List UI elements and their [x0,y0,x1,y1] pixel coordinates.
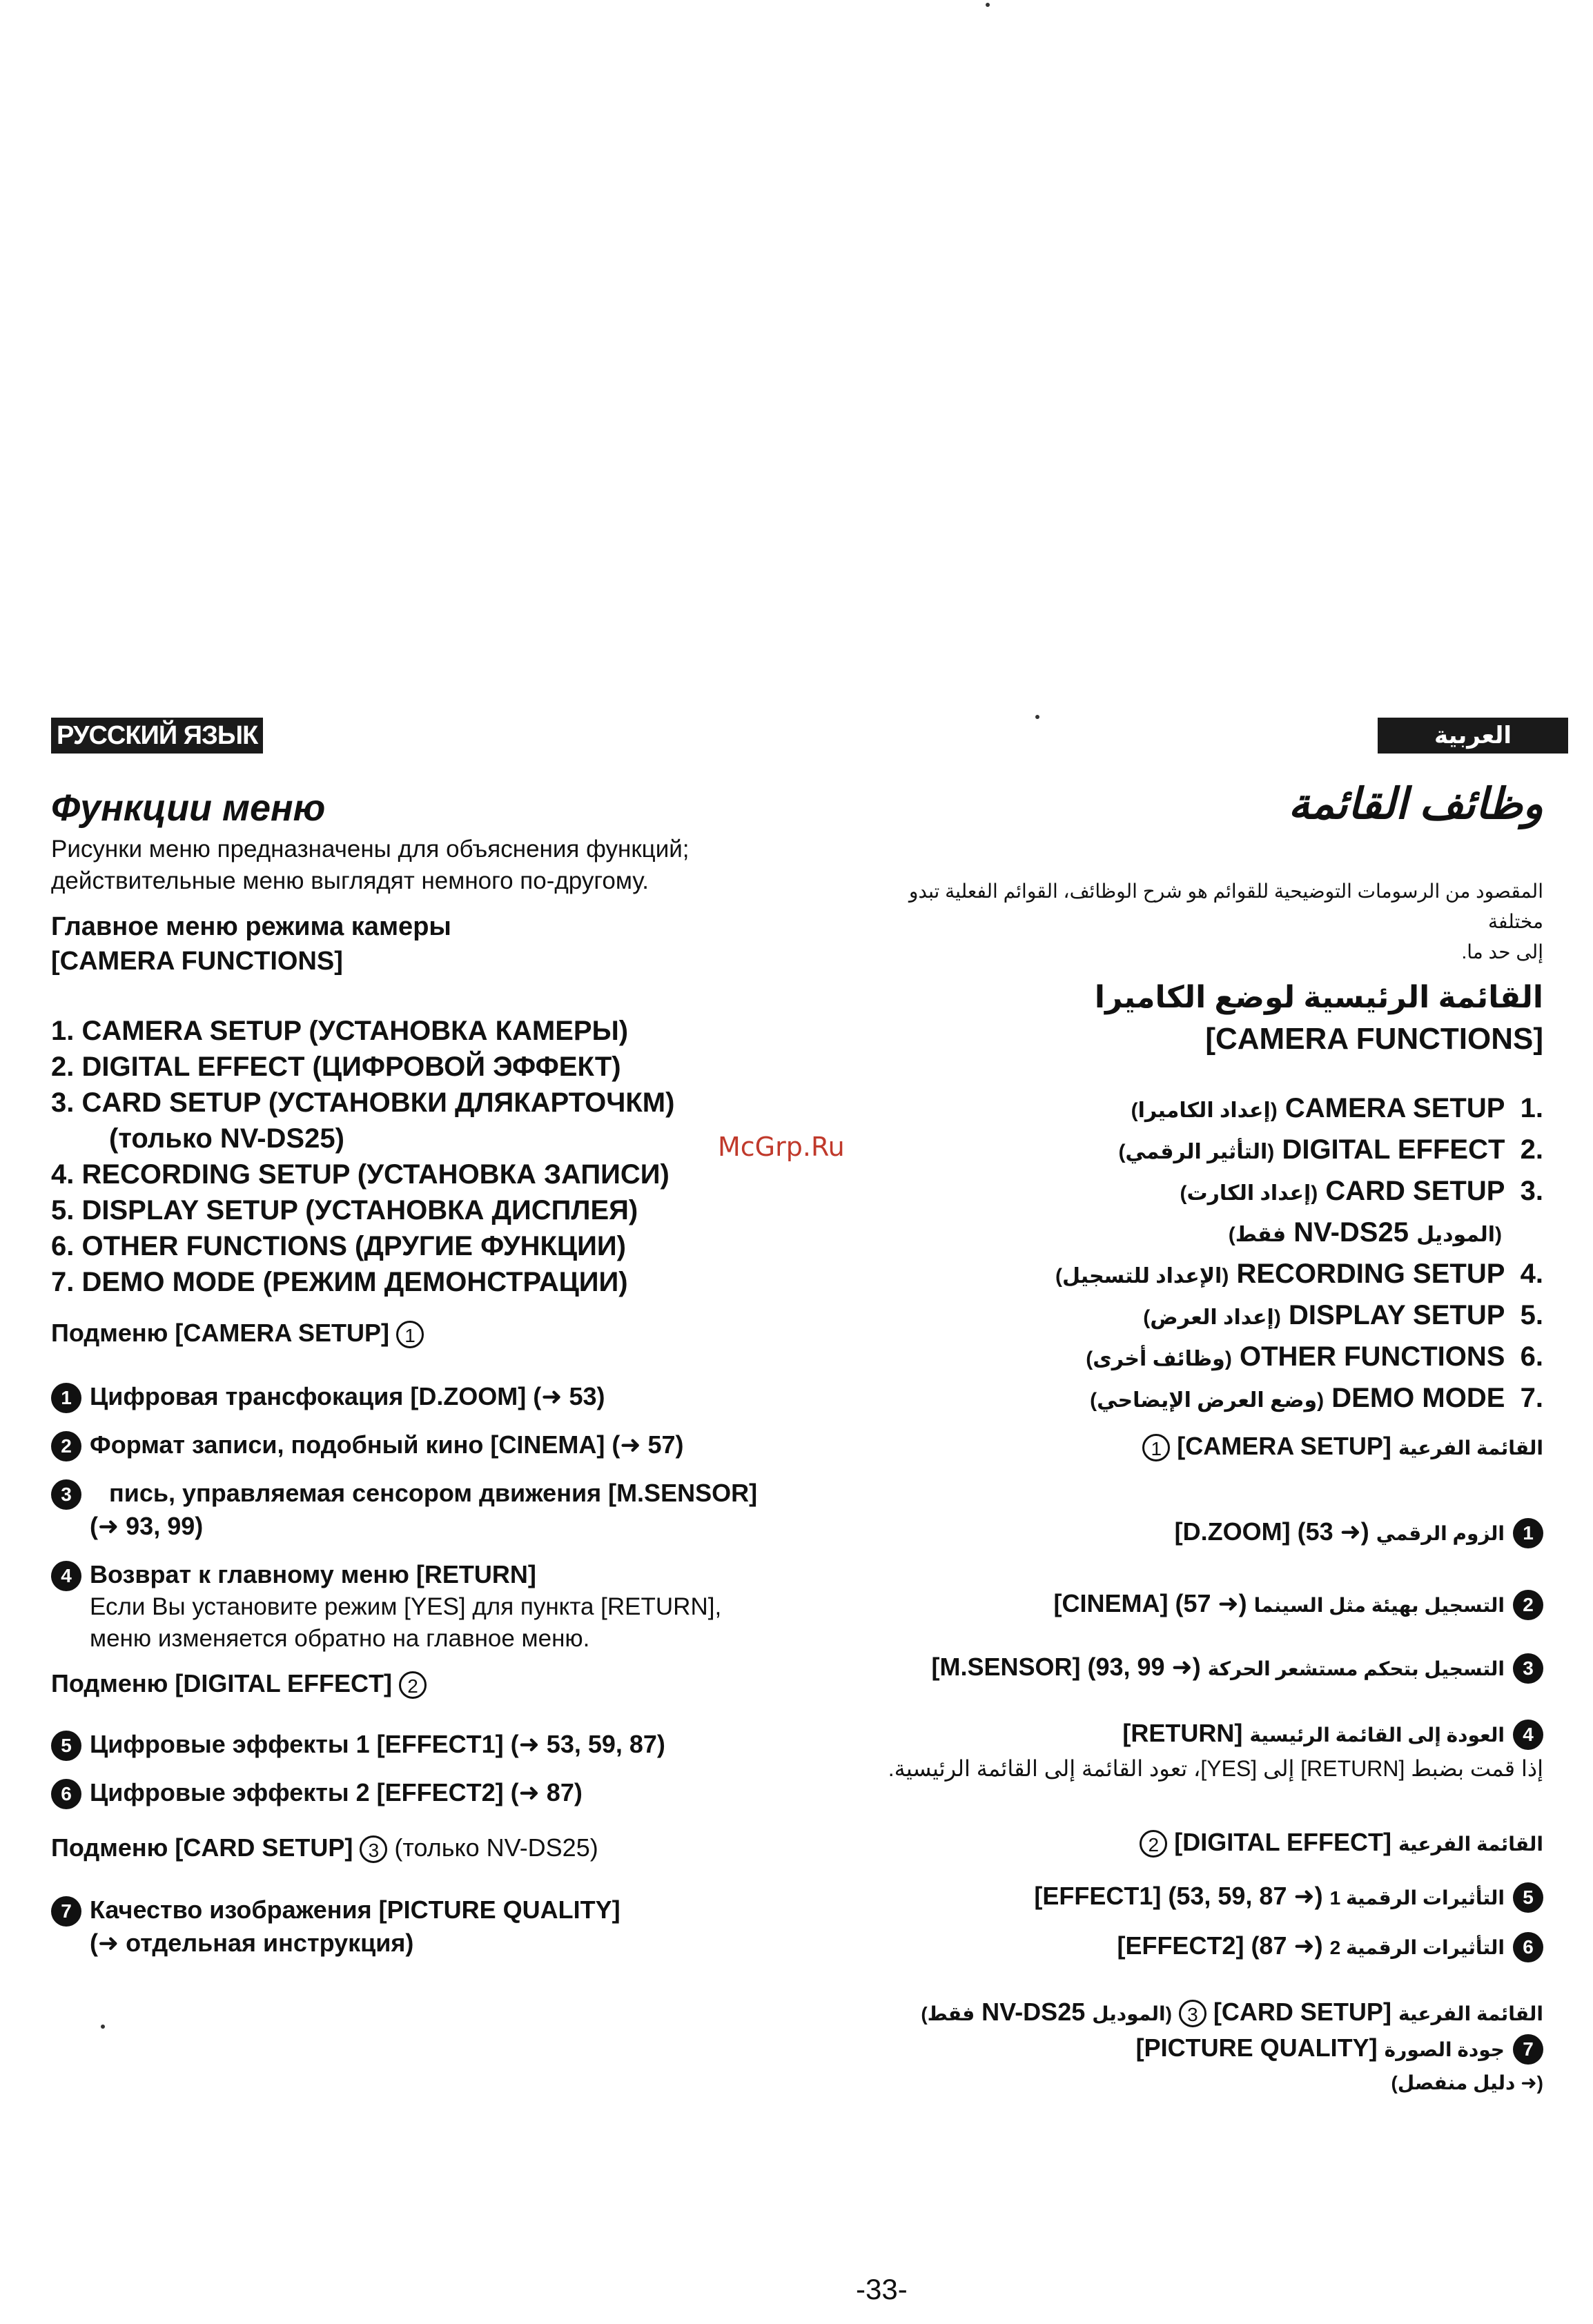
circled-number-icon: 3 [360,1835,387,1863]
ar-section-title-line: [CAMERA FUNCTIONS] [1205,1022,1543,1056]
lang-badge-russian: РУССКИЙ ЯЗЫК [51,718,263,754]
ru-section-title [51,909,845,978]
ar-entry-7: 7جودة الصورة [PICTURE QUALITY] (➜ دليل منفصل) [784,2031,1543,2100]
ar-entry-5: 5التأثيرات الرقمية 1 [EFFECT1] (53, 59, 87 ➜) [784,1880,1543,1915]
scan-speck [986,3,990,7]
ar-page-title: وظائف القائمة [1288,780,1543,828]
ar-submenu-digital-effect-heading: القائمة الفرعية [DIGITAL EFFECT] 2 [784,1826,1543,1861]
ru-entry-text: Цифровая трансфокация [D.ZOOM] (➜ 53) [90,1382,605,1410]
ru-entry-5 [51,1728,845,1761]
ar-entry-1: 1الزوم الرقمي [D.ZOOM] (53 ➜) [784,1515,1543,1550]
ru-submenu-title: Подменю [DIGITAL EFFECT] [51,1669,393,1697]
ar-section-title [784,977,1543,1060]
ru-submenu-camera-setup-heading [51,1317,845,1350]
filled-number-icon: 3 [51,1479,81,1510]
ru-entry-7 [51,1893,845,1960]
filled-number-icon: 6 [51,1779,81,1809]
ar-submenu-camera-setup-heading: القائمة الفرعية [CAMERA SETUP] 1 [784,1430,1543,1465]
filled-number-icon: 7 [51,1896,81,1927]
ru-entry-description: меню изменяется обратно на главное меню. [90,1625,590,1653]
ru-entry-text: Формат записи, подобный кино [CINEMA] (➜ 57) [90,1430,684,1459]
ar-menu-item: .3 CARD SETUP (إعداد الكارت) [1180,1176,1543,1206]
ru-menu-item: 5. DISPLAY SETUP (УСТАНОВКА ДИСПЛЕЯ) [51,1195,638,1225]
filled-number-icon: 1 [51,1383,81,1413]
scan-speck [1035,715,1039,719]
ru-entry-6 [51,1776,845,1809]
ru-entry-text: Цифровые эффекты 1 [EFFECT1] (➜ 53, 59, 87) [90,1730,665,1758]
ar-menu-item: .4 RECORDING SETUP (الإعداد للتسجيل) [1055,1259,1543,1289]
ru-submenu-note: (только NV-DS25) [394,1833,598,1862]
circled-number-icon: 1 [396,1321,424,1348]
ar-entry-2: 2التسجيل بهيئة مثل السينما [CINEMA] (57 ➜) [784,1587,1543,1622]
ru-menu-item: 3. CARD SETUP (УСТАНОВКИ ДЛЯКАРТОЧКМ) [51,1087,675,1118]
filled-number-icon: 7 [1513,2034,1543,2065]
ar-menu-item: .7 DEMO MODE (وضع العرض الإيضاحي) [1090,1383,1543,1413]
ru-entry-3 [51,1477,845,1543]
filled-number-icon: 6 [1513,1932,1543,1962]
lang-badge-arabic: العربية [1378,718,1568,754]
ar-intro-line: إلى حد ما. [1461,941,1543,963]
ar-entry-description: إذا قمت بضبط [RETURN] إلى [YES]، تعود القائمة إلى القائمة الرئيسية. [888,1756,1543,1781]
circled-number-icon: 2 [399,1671,427,1699]
ar-menu-item: .5 DISPLAY SETUP (إعداد العرض) [1143,1300,1543,1330]
filled-number-icon: 1 [1513,1518,1543,1548]
ru-submenu-card-setup-heading [51,1831,845,1864]
filled-number-icon: 2 [51,1431,81,1461]
circled-number-icon: 3 [1179,2000,1206,2027]
page-number: -33- [856,2273,908,2305]
ar-menu-item-note: (الموديل NV-DS25 فقط) [1228,1217,1502,1248]
ar-entry-continuation: (➜ دليل منفصل) [1391,2072,1543,2094]
ru-menu-item: 6. OTHER FUNCTIONS (ДРУГИЕ ФУНКЦИИ) [51,1231,626,1261]
ru-menu-item-note: (только NV-DS25) [109,1123,344,1154]
ru-entry-2 [51,1428,845,1461]
circled-number-icon: 2 [1140,1830,1167,1858]
filled-number-icon: 3 [1513,1653,1543,1684]
ru-entry-text: Возврат к главному меню [RETURN] [90,1560,536,1588]
ar-submenu-card-setup-heading: القائمة الفرعية [CARD SETUP] 3 (الموديل NV-DS25 فقط) [784,1996,1543,2031]
ru-menu-item: 4. RECORDING SETUP (УСТАНОВКА ЗАПИСИ) [51,1159,670,1190]
ru-entry-text: Качество изображения [PICTURE QUALITY] [90,1895,620,1924]
ar-entry-6: 6التأثيرات الرقمية 2 [EFFECT2] (87 ➜) [784,1929,1543,1964]
ru-entry-4 [51,1558,845,1655]
ar-menu-item: .1 CAMERA SETUP (إعداد الكاميرا) [1131,1093,1543,1123]
ru-menu-item: 1. CAMERA SETUP (УСТАНОВКА КАМЕРЫ) [51,1016,629,1046]
ru-entry-text: пись, управляемая сенсором движения [M.SENSOR] [109,1479,758,1507]
watermark: McGrp.Ru [718,1132,845,1162]
ru-submenu-title: Подменю [CARD SETUP] [51,1833,353,1862]
filled-number-icon: 5 [51,1731,81,1761]
ar-intro-line: المقصود من الرسومات التوضيحية للقوائم هو شرح الوظائف، القوائم الفعلية تبدو مختلفة [908,880,1543,932]
scan-speck [101,2025,105,2029]
ar-entry-4: 4العودة إلى القائمة الرئيسية [RETURN] إذا قمت بضبط [RETURN] إلى [YES]، تعود القائمة إلى القائمة الرئيسية. [784,1717,1543,1785]
ru-submenu-title: Подменю [CAMERA SETUP] [51,1319,390,1347]
ar-section-title-line: القائمة الرئيسية لوضع الكاميرا [1094,981,1543,1014]
ar-menu-item: .6 OTHER FUNCTIONS (وظائف أخرى) [1086,1341,1543,1372]
ru-section-title-line: Главное меню режима камеры [51,912,451,941]
ru-entry-continuation: (➜ отдельная инструкция) [90,1929,414,1958]
ru-section-title-line: [CAMERA FUNCTIONS] [51,947,343,976]
filled-number-icon: 2 [1513,1590,1543,1620]
ru-intro [51,834,845,897]
ru-entry-description: Если Вы установите режим [YES] для пункта [RETURN], [90,1593,722,1621]
ru-page-title: Функции меню [51,787,326,829]
ru-entry-1 [51,1380,845,1413]
ru-intro-line: действительные меню выглядят немного по-другому. [51,867,649,894]
ru-menu-item: 7. DEMO MODE (РЕЖИМ ДЕМОНСТРАЦИИ) [51,1267,628,1297]
ru-entry-text: Цифровые эффекты 2 [EFFECT2] (➜ 87) [90,1778,583,1806]
ar-main-menu-list [784,1089,1543,1420]
filled-number-icon: 4 [1513,1720,1543,1750]
filled-number-icon: 5 [1513,1882,1543,1913]
ru-menu-item: 2. DIGITAL EFFECT (ЦИФРОВОЙ ЭФФЕКТ) [51,1052,621,1082]
ru-submenu-digital-effect-heading [51,1667,845,1700]
filled-number-icon: 4 [51,1561,81,1591]
ar-entry-3: 3التسجيل بتحكم مستشعر الحركة [M.SENSOR] (93, 99 ➜) [784,1651,1543,1686]
ar-intro [853,876,1543,967]
ru-intro-line: Рисунки меню предназначены для объяснения функций; [51,836,690,863]
ar-menu-item: .2 DIGITAL EFFECT (التأثير الرقمي) [1118,1134,1543,1165]
circled-number-icon: 1 [1142,1434,1170,1461]
ru-entry-continuation: (➜ 93, 99) [90,1512,204,1541]
